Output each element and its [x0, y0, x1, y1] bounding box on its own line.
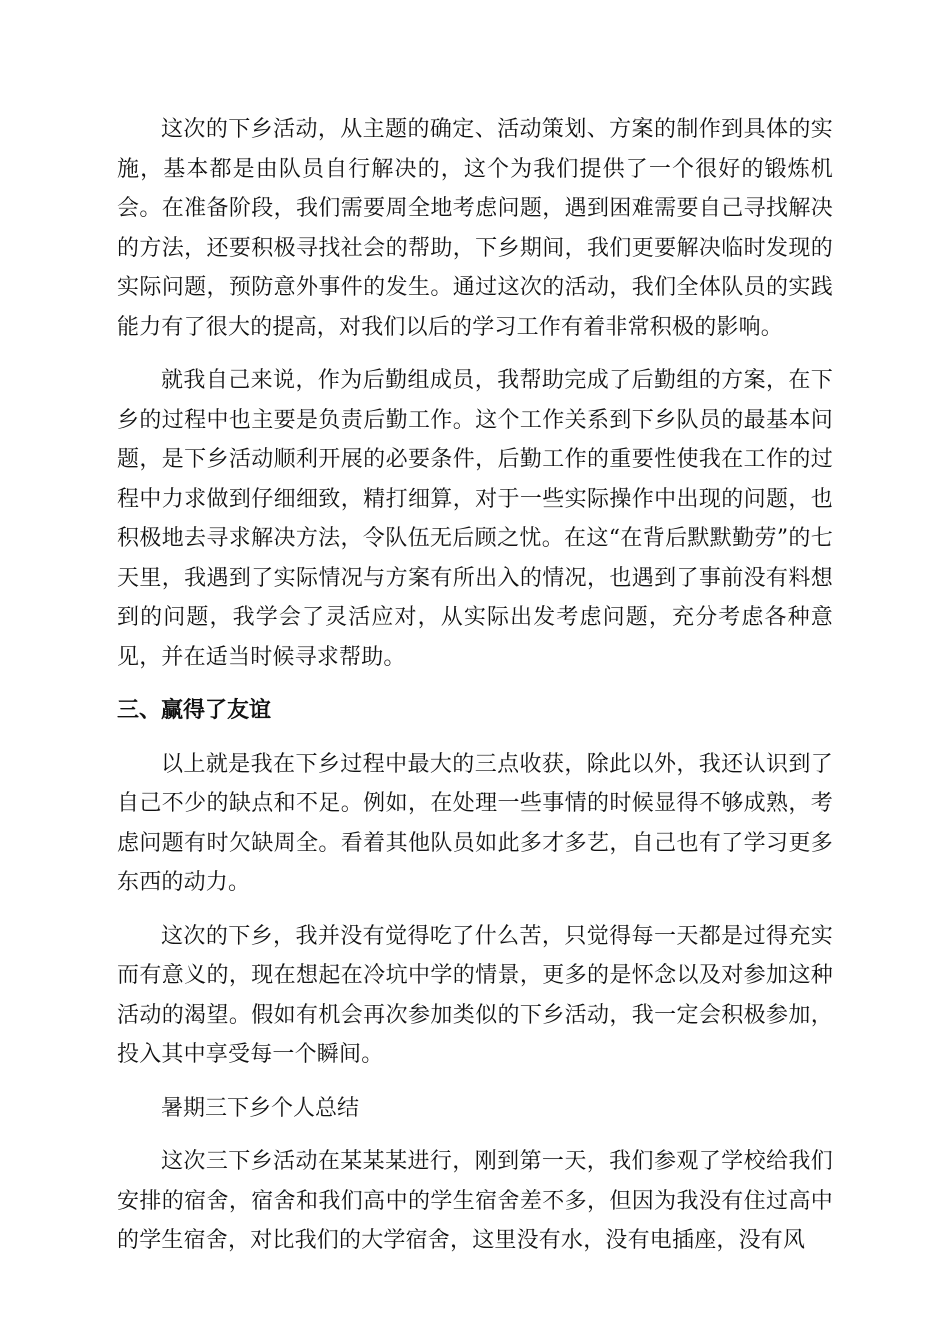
section-heading: 三、赢得了友谊 — [117, 697, 272, 723]
summary-subtitle: 暑期三下乡个人总结 — [161, 1095, 360, 1121]
document-page — [117, 110, 833, 1275]
paragraph-dormitory: 这次三下乡活动在某某某进行，刚到第一天，我们参观了学校给我们安排的宿舍，宿舍和我们高中的学生宿舍差不多，但因为我没有住过高中的学生宿舍，对比我们的大学宿舍，这里没有水，没有电插座，没有风 — [117, 1149, 833, 1253]
paragraph-shortcomings: 以上就是我在下乡过程中最大的三点收获，除此以外，我还认识到了自己不少的缺点和不足。例如，在处理一些事情的时候显得不够成熟，考虑问题有时欠缺周全。看着其他队员如此多才多艺，自己也有了学习更多东西的动力。 — [117, 751, 833, 895]
paragraph-reflection: 这次的下乡，我并没有觉得吃了什么苦，只觉得每一天都是过得充实而有意义的，现在想起在冷坑中学的情景，更多的是怀念以及对参加这种活动的渴望。假如有机会再次参加类似的下乡活动，我一定会积极参加，投入其中享受每一个瞬间。 — [117, 923, 833, 1067]
paragraph-practice-ability: 这次的下乡活动，从主题的确定、活动策划、方案的制作到具体的实施，基本都是由队员自行解决的，这个为我们提供了一个很好的锻炼机会。在准备阶段，我们需要周全地考虑问题，遇到困难需要自己寻找解决的方法，还要积极寻找社会的帮助，下乡期间，我们更要解决临时发现的实际问题，预防意外事件的发生。通过这次的活动，我们全体队员的实践能力有了很大的提高，对我们以后的学习工作有着非常积极的影响。 — [117, 117, 833, 340]
paragraph-logistics-work: 就我自己来说，作为后勤组成员，我帮助完成了后勤组的方案，在下乡的过程中也主要是负责后勤工作。这个工作关系到下乡队员的最基本问题，是下乡活动顺利开展的必要条件，后勤工作的重要性使我在工作的过程中力求做到仔细细致，精打细算，对于一些实际操作中出现的问题，也积极地去寻求解决方法，令队伍无后顾之忧。在这“在背后默默勤劳”的七天里，我遇到了实际情况与方案有所出入的情况，也遇到了事前没有料想到的问题，我学会了灵活应对，从实际出发考虑问题，充分考虑各种意见，并在适当时候寻求帮助。 — [117, 368, 833, 670]
